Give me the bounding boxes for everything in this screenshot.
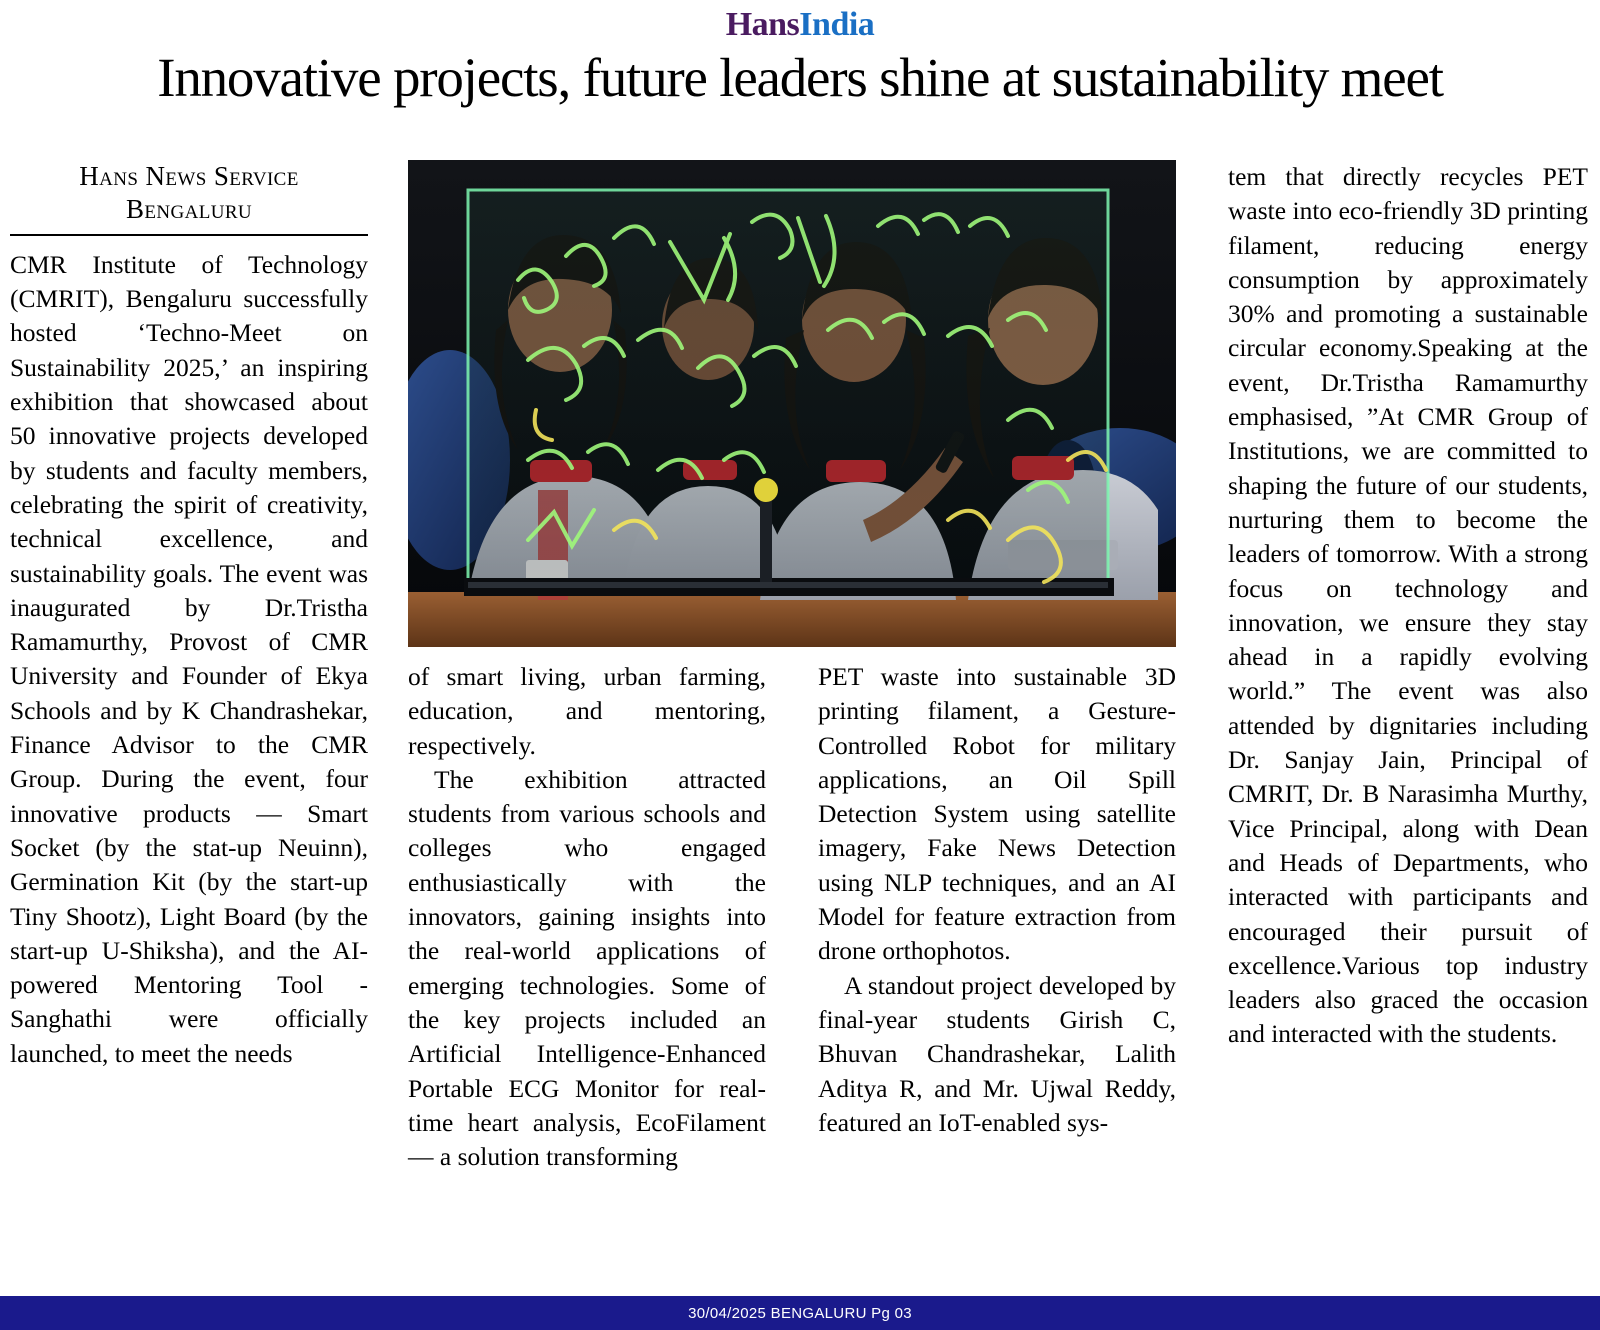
photo-illustration [408, 160, 1176, 647]
masthead-logo [726, 6, 875, 43]
column-2-paragraph-2: The exhibition attracted students from various schools and colleges who engaged enthusiastically with the innovators, gaining insights into the real-world applications of emerging technologies. Some of the key projects included an Artificial Intelligence-Enhanced Portable ECG Monitor for real-time heart analysis, EcoFilament — a solution transforming [408, 764, 766, 1172]
light-board [464, 190, 1114, 596]
column-4 [1228, 160, 1588, 1052]
footer-bar [0, 1296, 1600, 1330]
article-photo [408, 160, 1176, 647]
footer-text: 30/04/2025 BENGALURU Pg 03 [688, 1304, 912, 1322]
masthead-brand-second: India [799, 6, 875, 43]
column-3-paragraph-1: PET waste into sustainable 3D printing filament, a Gesture-Controlled Robot for military applications, an Oil Spill Detection System using satellite imagery, Fake News Detection using NLP techniques, and an AI Model for feature extraction from drone orthophotos. [818, 662, 1176, 966]
article-headline: Innovative projects, future leaders shine at sustainability meet [157, 47, 1443, 108]
masthead-brand-first: Hans [725, 6, 800, 43]
column-1-paragraph: CMR Institute of Technology (CMRIT), Bengaluru successfully hosted ‘Techno-Meet on Sustainability 2025,’ an inspiring exhibition that showcased about 50 innovative projects developed by students and faculty members, celebrating the spirit of creativity, technical excellence, and sustainability goals. The event was inaugurated by Dr.Tristha Ramamurthy, Provost of CMR University and Founder of Ekya Schools and by K Chandrashekar, Finance Advisor to the CMR Group. During the event, four innovative products — Smart Socket (by the stat-up Neuinn), Germination Kit (by the start-up Tiny Shootz), Light Board (by the start-up U-Shiksha), and the AI-powered Mentoring Tool - Sanghathi were officially launched, to meet the needs [10, 249, 368, 1068]
column-1 [10, 160, 368, 1071]
masthead [0, 0, 1600, 44]
byline-service: Hans News Service [79, 161, 299, 191]
byline-divider [10, 234, 368, 236]
column-2-paragraph-1: of smart living, urban farming, education, and mentoring, respectively. [408, 662, 766, 760]
column-3 [818, 660, 1176, 1140]
column-4-paragraph: tem that directly recycles PET waste into eco-friendly 3D printing filament, reducing energy consumption by approximately 30% and promoting a sustainable circular economy.Speaking at the event, Dr.Tristha Ramamurthy emphasised, ”At CMR Group of Institutions, we are committed to shaping the future of our students, nurturing them to become the leaders of tomorrow. With a strong focus on technology and innovation, we ensure they stay ahead in a rapidly evolving world.” The event was also attended by dignitaries including Dr. Sanjay Jain, Principal of CMRIT, Dr. B Narasimha Murthy, Vice Principal, along with Dean and Heads of Departments, who interacted with participants and encouraged their pursuit of excellence.Various top industry leaders also graced the occasion and interacted with the students. [1228, 162, 1588, 1049]
column-2 [408, 660, 766, 1174]
byline-location: Bengaluru [125, 193, 253, 224]
column-3-paragraph-2: A standout project developed by final-year students Girish C, Bhuvan Chandrashekar, Lalith Aditya R, and Mr. Ujwal Reddy, featured an IoT-enabled sys- [818, 970, 1176, 1137]
byline [10, 160, 368, 226]
article-body [10, 160, 1590, 1268]
